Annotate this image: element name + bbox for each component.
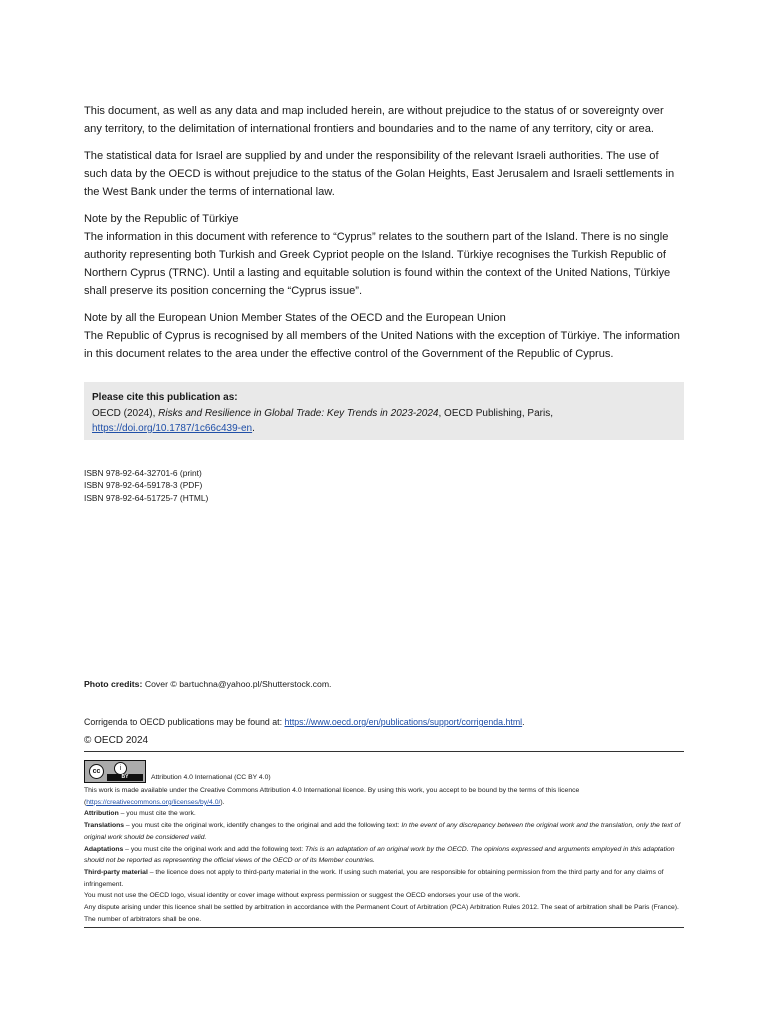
translations-label: Translations (84, 822, 125, 830)
copyright-notice: © OECD 2024 (84, 735, 149, 746)
license-adaptations (84, 844, 684, 867)
by-person-icon: i (114, 762, 127, 775)
doi-period: . (252, 423, 255, 434)
copyright-page (84, 102, 684, 923)
isbn-print: ISBN 978-92-64-32701-6 (print) (84, 468, 202, 478)
sovereignty-disclaimer: This document, as well as any data and map included herein, are without prejudice to the status of or sovereignty over any territory, to the delimitation of international frontiers and boundaries and to the name of any territory, city or area. (84, 105, 664, 135)
isbn-list (84, 467, 684, 504)
by-label: BY (107, 774, 143, 781)
license-dispute-note: Any dispute arising under this licence shall be settled by arbitration in accordance with the Permanent Court of Arbitration (PCA) Arbitration Rules 2012. The seat of arbitration shall be Paris (France). The number of arbitrators shall be one. (84, 904, 679, 923)
adaptations-text: – you must cite the original work and add the following text: (123, 845, 306, 853)
citation-prefix: OECD (2024), (92, 407, 159, 419)
license-link[interactable]: https://creativecommons.org/licenses/by/4.0/ (86, 798, 221, 806)
divider-bottom (84, 927, 684, 928)
adaptations-label: Adaptations (84, 845, 124, 853)
license-section (84, 759, 684, 925)
license-intro-end: ). (220, 798, 225, 806)
eu-note (84, 309, 684, 363)
citation-heading: Please cite this publication as: (92, 392, 238, 403)
cc-icon: cc (89, 764, 104, 779)
adaptations-required-text: This is an adaptation of an original work by the OECD. The opinions expressed and arguments employed in this adaptation should not be reported as representing the official views of the OECD or of its Member countries. (84, 845, 675, 865)
attribution-text: – you must cite the work. (118, 810, 196, 818)
eu-note-text: The Republic of Cyprus is recognised by all members of the United Nations with the exception of Türkiye. The information in this document relates to the area under the effective control of the Government of the Republic of Cyprus. (84, 330, 680, 360)
license-logo-note: You must not use the OECD logo, visual identity or cover image without express permission or suggest the OECD endorses your use of the work. (84, 892, 521, 900)
photo-credits (84, 678, 684, 690)
corrigenda-note (84, 716, 684, 728)
turkiye-note (84, 210, 684, 300)
corrigenda-period: . (522, 717, 525, 727)
license-intro (84, 785, 684, 808)
turkiye-note-text: The information in this document with reference to “Cyprus” relates to the southern part of the Island. There is no single authority representing both Turkish and Greek Cypriot people on the Island. Türkiye recognises the Turkish Republic of Northern Cyprus (TRNC). Until a lasting and equitable solution is found within the context of the United Nations, Türkiye shall preserve its position concerning the “Cyprus issue”. (84, 231, 671, 297)
citation-text (92, 406, 676, 422)
turkiye-note-heading: Note by the Republic of Türkiye (84, 213, 239, 225)
third-party-label: Third-party material (84, 868, 148, 876)
license-header (84, 759, 684, 783)
divider-top (84, 751, 684, 752)
isbn-html: ISBN 978-92-64-51725-7 (HTML) (84, 492, 209, 503)
citation-doi-line (92, 421, 676, 437)
israel-data-note: The statistical data for Israel are supplied by and under the responsibility of the relevant Israeli authorities. The use of such data by the OECD is without prejudice to the status of the Golan Heights, East Jerusalem and Israeli settlements in the West Bank under the terms of international law. (84, 150, 675, 198)
disclaimer-section (84, 102, 684, 363)
license-translations (84, 820, 684, 843)
cc-by-badge[interactable] (84, 760, 146, 783)
license-intro-text: This work is made available under the Creative Commons Attribution 4.0 International licence. By using this work, you accept to be bound by the terms of this licence ( (84, 787, 580, 806)
corrigenda-text: Corrigenda to OECD publications may be found at: (84, 717, 285, 727)
eu-note-heading: Note by all the European Union Member States of the OECD and the European Union (84, 312, 506, 324)
photo-credits-label: Photo credits: (84, 679, 143, 689)
attribution-label: Attribution (84, 810, 119, 818)
license-attribution (84, 808, 684, 820)
license-title: Attribution 4.0 International (CC BY 4.0) (151, 774, 271, 781)
doi-link[interactable]: https://doi.org/10.1787/1c66c439-en (92, 423, 253, 434)
translations-required-text: In the event of any discrepancy between the original work and the translation, only the text of original work should be considered valid. (84, 822, 681, 841)
citation-title: Risks and Resilience in Global Trade: Key Trends in 2023-2024 (158, 407, 439, 419)
isbn-pdf: ISBN 978-92-64-59178-3 (PDF) (84, 480, 203, 491)
citation-suffix: , OECD Publishing, Paris, (438, 407, 553, 419)
license-third-party (84, 867, 684, 890)
translations-text: – you must cite the original work, identify changes to the original and add the following text: (124, 822, 402, 830)
corrigenda-link[interactable]: https://www.oecd.org/en/publications/support/corrigenda.html (284, 717, 523, 727)
photo-credits-text: Cover © bartuchna@yahoo.pl/Shutterstock.com. (142, 679, 332, 689)
third-party-text: – the licence does not apply to third-party material in the work. If using such material, you are responsible for obtaining permission from the third party and for any claims of infringement. (84, 868, 664, 888)
citation-box (84, 382, 684, 440)
